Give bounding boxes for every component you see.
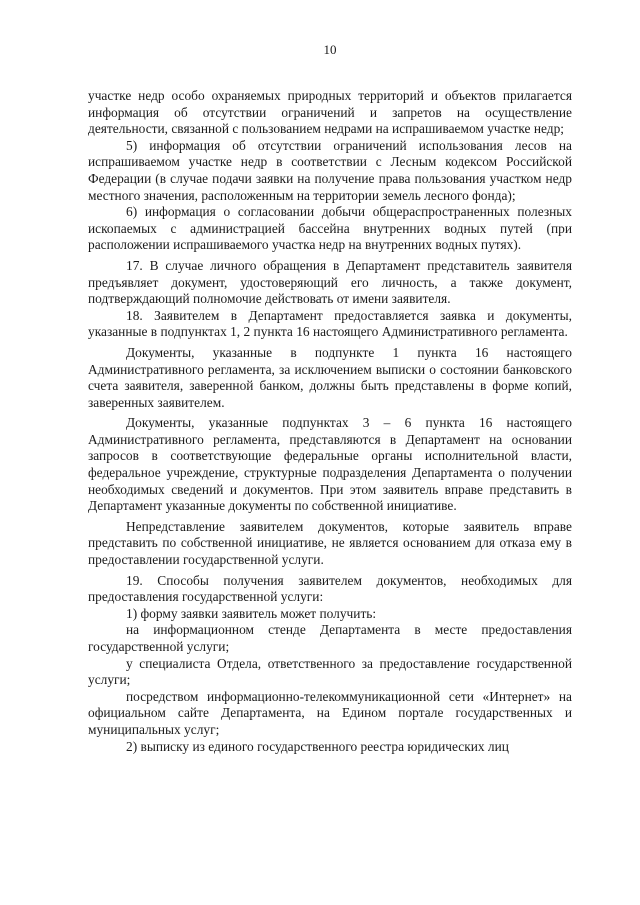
paragraph: 2) выписку из единого государственного реестра юридических лиц bbox=[126, 738, 509, 754]
paragraph: Документы, указанные в подпункте 1 пункта 16 настоящего Административного регламента, за исключением выписки о состоянии банковского счета заявителя, заверенной банком, должны быть представлены в форме копий, заверенных заявителем. bbox=[88, 344, 572, 410]
paragraph: 6) информация о согласовании добычи общераспространенных полезных ископаемых с администрацией бассейна внутренних водных путей (при расположении испрашиваемого участка недр на внутренних водных путях). bbox=[88, 204, 572, 253]
paragraph: посредством информационно-телекоммуникационной сети «Интернет» на официальном сайте Департамента, на Едином портале государственных и муниципальных услуг; bbox=[88, 688, 572, 737]
paragraph: Документы, указанные подпунктах 3 – 6 пункта 16 настоящего Административного регламента, представляются в Департамент на основании запросов в соответствующие федеральные органы исполнительной власти, федеральное учреждение, структурные подразделения Департамента о получении необходимых сведений и документов. При этом заявитель вправе представить в Департамент указанные документы по собственной инициативе. bbox=[88, 415, 572, 514]
paragraph: 5) информация об отсутствии ограничений использования лесов на испрашиваемом участке недр в соответствии с Лесным кодексом Российской Федерации (в случае подачи заявки на получение права пользования участком недр местного значения, расположенным на территории земель лесного фонда); bbox=[88, 137, 572, 203]
paragraph: 1) форму заявки заявитель может получить: bbox=[126, 605, 377, 621]
paragraph: 18. Заявителем в Департамент предоставляется заявка и документы, указанные в подпунктах 1, 2 пункта 16 настоящего Административного регламента. bbox=[88, 307, 572, 340]
paragraph: Непредставление заявителем документов, которые заявитель вправе представить по собственной инициативе, не является основанием для отказа ему в предоставлении государственной услуги. bbox=[88, 518, 572, 568]
document-body bbox=[88, 88, 572, 755]
page-number: 10 bbox=[323, 42, 337, 57]
paragraph: на информационном стенде Департамента в месте предоставления государственной услуги; bbox=[88, 622, 572, 654]
paragraph: у специалиста Отдела, ответственного за предоставление государственной услуги; bbox=[88, 655, 572, 688]
paragraph: 19. Способы получения заявителем документов, необходимых для предоставления государственной услуги: bbox=[88, 572, 572, 605]
paragraph: 17. В случае личного обращения в Департамент представитель заявителя предъявляет документ, удостоверяющий его личность, а также документ, подтверждающий полномочие действовать от имени заявителя. bbox=[88, 257, 572, 307]
paragraph: участке недр особо охраняемых природных территорий и объектов прилагается информация об отсутствии ограничений и запретов на осуществление деятельности, связанной с пользованием недрами на испрашиваемом участке недр; bbox=[88, 88, 572, 137]
